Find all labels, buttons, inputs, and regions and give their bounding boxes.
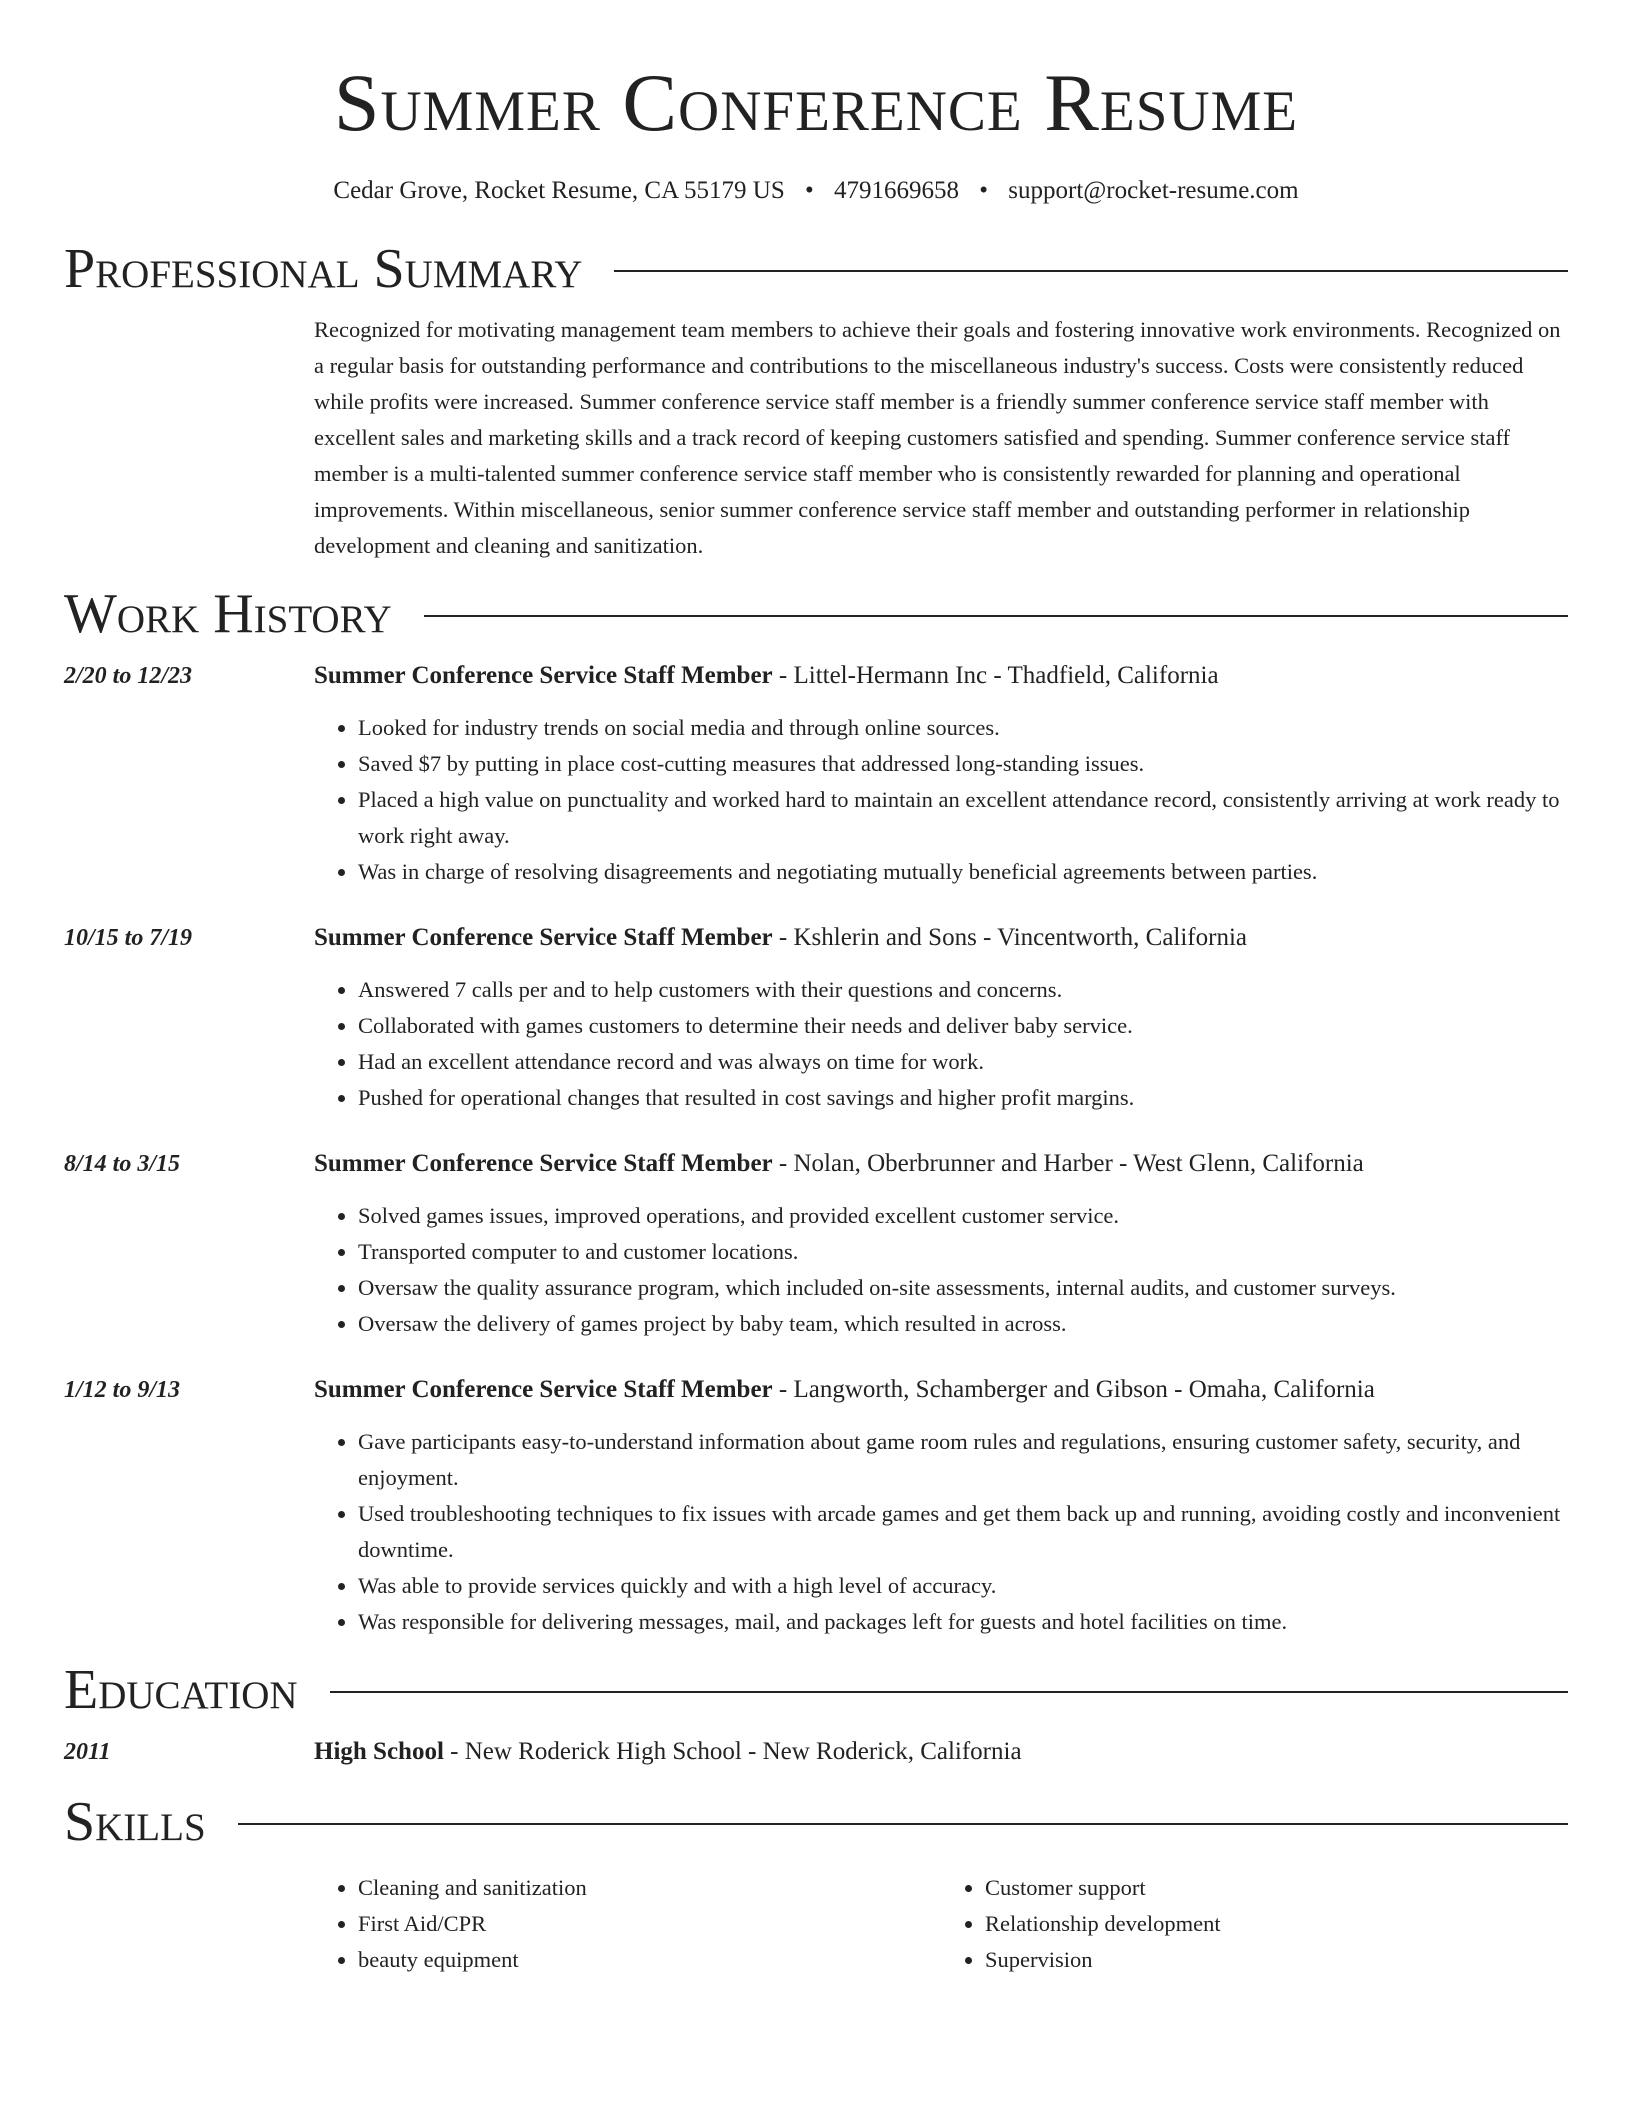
job-dates: 2/20 to 12/23 [64, 663, 193, 689]
job-bullet: • Pushed for operational changes that resulted in cost savings and higher profit margins. [358, 1080, 1568, 1116]
job-title-line [314, 658, 1568, 694]
job-entry [64, 1372, 1568, 1640]
job-dates: 8/14 to 3/15 [64, 1151, 181, 1177]
job-dates: 1/12 to 9/13 [64, 1377, 181, 1403]
job-bullet: • Transported computer to and customer locations. [358, 1234, 1568, 1270]
job-bullet: • Was responsible for delivering messages, mail, and packages left for guests and hotel facilities on time. [358, 1604, 1568, 1640]
education-section-header [64, 1659, 1568, 1721]
job-bullet: • Answered 7 calls per and to help customers with their questions and concerns. [358, 972, 1568, 1008]
job-role: Summer Conference Service Staff Member [314, 924, 773, 951]
job-bullets [314, 710, 1568, 890]
contact-address: Cedar Grove, Rocket Resume, CA 55179 US [333, 177, 785, 204]
job-bullet: • Was in charge of resolving disagreements and negotiating mutually beneficial agreements between parties. [358, 854, 1568, 890]
job-employer: - Kshlerin and Sons - Vincentworth, California [772, 924, 1247, 951]
job-bullets [314, 1424, 1568, 1640]
skill-item: • First Aid/CPR [358, 1906, 941, 1942]
skills-list [314, 1870, 1568, 1978]
summary-section-header [64, 238, 1568, 300]
job-entry [64, 1146, 1568, 1342]
skill-item: • Relationship development [985, 1906, 1568, 1942]
job-bullet: • Looked for industry trends on social media and through online sources. [358, 710, 1568, 746]
job-bullet: • Saved $7 by putting in place cost-cutting measures that addressed long-standing issues. [358, 746, 1568, 782]
skill-item: • Cleaning and sanitization [358, 1870, 941, 1906]
skills-column-right [941, 1870, 1568, 1978]
resume-title: Summer Conference Resume [333, 57, 1299, 148]
education-body [314, 1734, 1568, 1770]
job-entry [64, 658, 1568, 890]
job-bullet: • Was able to provide services quickly and with a high level of accuracy. [358, 1568, 1568, 1604]
skill-item: • Supervision [985, 1942, 1568, 1978]
summary-heading: Professional Summary [64, 238, 583, 300]
contact-line [64, 178, 1568, 203]
skills-column-left [314, 1870, 941, 1978]
job-title-line [314, 920, 1568, 956]
job-employer: - Littel-Hermann Inc - Thadfield, California [772, 662, 1219, 689]
job-bullets [314, 1198, 1568, 1342]
job-employer: - Nolan, Oberbrunner and Harber - West Glenn, California [772, 1150, 1364, 1177]
section-divider [614, 270, 1568, 272]
job-body [314, 658, 1568, 890]
job-bullet: • Had an excellent attendance record and was always on time for work. [358, 1044, 1568, 1080]
job-bullets [314, 972, 1568, 1116]
section-divider [330, 1691, 1568, 1693]
contact-phone: 4791669658 [834, 177, 960, 204]
skill-item: • beauty equipment [358, 1942, 941, 1978]
job-role: Summer Conference Service Staff Member [314, 662, 773, 689]
job-role: Summer Conference Service Staff Member [314, 1376, 773, 1403]
job-bullet: • Placed a high value on punctuality and worked hard to maintain an excellent attendance record, consistently arriving at work ready to work right away. [358, 782, 1568, 854]
job-bullet: • Oversaw the quality assurance program, which included on-site assessments, internal audits, and customer surveys. [358, 1270, 1568, 1306]
job-employer: - Langworth, Schamberger and Gibson - Omaha, California [772, 1376, 1375, 1403]
contact-separator: • [979, 177, 989, 204]
job-role: Summer Conference Service Staff Member [314, 1150, 773, 1177]
summary-text: Recognized for motivating management team members to achieve their goals and fostering innovative work environments. Recognized on a regular basis for outstanding performance and contributions to the miscellaneous industry's success. Costs were consistently reduced while profits were increased. Summer conference service staff member is a friendly summer conference service staff member with excellent sales and marketing skills and a track record of keeping customers satisfied and spending. Summer conference service staff member is a multi-talented summer conference service staff member who is consistently rewarded for planning and operational improvements. Within miscellaneous, senior summer conference service staff member and outstanding performer in relationship development and cleaning and sanitization. [314, 317, 1561, 558]
skills-heading: Skills [64, 1791, 206, 1853]
section-divider [424, 615, 1568, 617]
job-entry [64, 920, 1568, 1116]
section-divider [238, 1823, 1568, 1825]
education-year: 2011 [64, 1739, 111, 1765]
work-heading: Work History [64, 583, 392, 645]
job-bullet: • Solved games issues, improved operations, and provided excellent customer service. [358, 1198, 1568, 1234]
education-entry [64, 1734, 1568, 1770]
job-bullet: • Used troubleshooting techniques to fix issues with arcade games and get them back up and running, avoiding costly and inconvenient downtime. [358, 1496, 1568, 1568]
education-school: - New Roderick High School - New Roderick, California [443, 1738, 1022, 1765]
skills-section-header [64, 1791, 1568, 1853]
skill-item: • Customer support [985, 1870, 1568, 1906]
job-bullet: • Oversaw the delivery of games project by baby team, which resulted in across. [358, 1306, 1568, 1342]
job-title-line [314, 1146, 1568, 1182]
job-bullet: • Gave participants easy-to-understand information about game room rules and regulations, ensuring customer safety, security, and enjoyment. [358, 1424, 1568, 1496]
contact-email: support@rocket-resume.com [1008, 177, 1299, 204]
contact-separator: • [805, 177, 814, 204]
job-body [314, 1372, 1568, 1640]
education-degree: High School [314, 1738, 444, 1765]
education-title-line [314, 1734, 1568, 1770]
work-section-header [64, 583, 1568, 645]
education-heading: Education [64, 1659, 298, 1721]
job-dates: 10/15 to 7/19 [64, 925, 193, 951]
job-body [314, 920, 1568, 1116]
job-body [314, 1146, 1568, 1342]
job-title-line [314, 1372, 1568, 1408]
job-bullet: • Collaborated with games customers to determine their needs and deliver baby service. [358, 1008, 1568, 1044]
